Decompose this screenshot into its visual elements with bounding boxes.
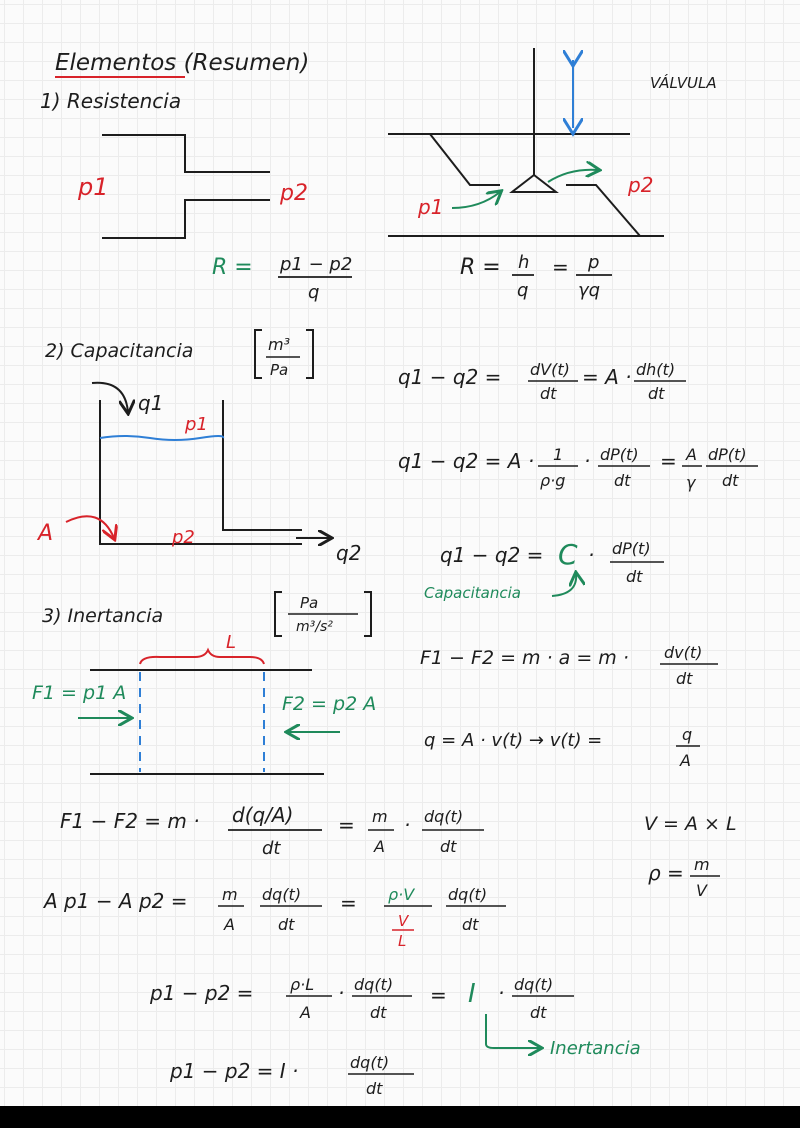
inert-eq1-lhs: F1 − F2 = m · a = m · <box>420 647 629 669</box>
cap-eq3-lhs: q1 − q2 = <box>440 543 544 567</box>
tank-area-arrow <box>66 516 114 538</box>
tank-p2-label: p2 <box>172 527 195 548</box>
cap-eq1-den1: dt <box>540 384 557 403</box>
deriv3-lhs: p1 − p2 = <box>150 981 254 1005</box>
volume-relation: V = A × L <box>644 813 737 835</box>
deriv2-den1: A <box>224 915 235 934</box>
deriv1-eq: = <box>338 813 355 837</box>
cap-eq3-dot: · <box>588 543 595 567</box>
cap-eq2-dot: · <box>584 449 591 473</box>
resistance-formula-lhs: R = <box>212 255 253 280</box>
tank-area-label: A <box>38 521 54 546</box>
capacitance-eq2 <box>398 445 758 492</box>
density-num: m <box>694 855 710 874</box>
valve-frac2-den: γq <box>578 280 601 301</box>
capacitance-eq1 <box>398 360 686 403</box>
inertance-units <box>275 592 371 636</box>
page-title: Elementos (Resumen) <box>55 50 310 76</box>
valve-formula-lhs: R = <box>460 255 501 280</box>
inertance-units-den: m³/s² <box>296 619 333 635</box>
inertance-eq1 <box>420 643 718 688</box>
capacitance-units-num: m³ <box>268 335 290 354</box>
deriv2-num3: ρ·V <box>388 885 415 904</box>
resistance-formula-num: p1 − p2 <box>280 254 353 275</box>
cap-eq2-den4: dt <box>722 471 739 490</box>
deriv2-den3-top: V <box>398 912 409 930</box>
deriv2-num4: dq(t) <box>448 885 488 904</box>
deriv3-num3: dq(t) <box>514 975 554 994</box>
valve-eq: = <box>552 255 569 279</box>
valve-frac1-num: h <box>518 252 530 273</box>
cap-eq1-lhs: q1 − q2 = <box>398 365 502 389</box>
deriv1-num3: dq(t) <box>424 807 464 826</box>
cap-eq1-num2: dh(t) <box>636 360 676 379</box>
valve-formula <box>460 252 612 301</box>
density-den: V <box>696 881 707 900</box>
deriv3-I: I <box>468 979 476 1009</box>
section2-heading: 2) Capacitancia <box>45 340 194 362</box>
deriv1-lhs: F1 − F2 = m · <box>60 809 200 833</box>
cap-eq3-den: dt <box>626 567 643 586</box>
cap-eq2-num1: 1 <box>553 445 564 464</box>
cap-eq1-num1: dV(t) <box>530 360 570 379</box>
section1-heading: 1) Resistencia <box>40 89 182 113</box>
deriv2-num1: m <box>222 885 238 904</box>
capacitance-units <box>255 330 313 379</box>
cap-eq2-den1: ρ·g <box>540 471 566 490</box>
tank-inflow-arrow <box>92 383 128 412</box>
pipe-F2-label: F2 = p2 A <box>282 693 377 715</box>
pipe-p2-label: p2 <box>280 181 308 206</box>
derivation-line2 <box>42 885 506 950</box>
capacitance-units-den: Pa <box>270 361 289 379</box>
valve-p1-label: p1 <box>418 195 444 219</box>
cap-eq2-den2: dt <box>614 471 631 490</box>
pipe-F1-label: F1 = p1 A <box>32 682 127 704</box>
cap-eq3-C: C <box>558 538 578 571</box>
valve-label: VÁLVULA <box>650 74 717 92</box>
inert-eq1-den: dt <box>676 669 693 688</box>
derivation-line1 <box>60 803 484 859</box>
cap-eq2-num3: A <box>686 445 697 464</box>
deriv2-eq: = <box>340 891 357 915</box>
resistance-formula-den: q <box>308 282 320 303</box>
deriv1-den: dt <box>262 838 281 859</box>
deriv1-dot: · <box>404 813 411 837</box>
deriv1-num: d(q/A) <box>232 803 294 827</box>
deriv1-den3: dt <box>440 837 457 856</box>
deriv3-den1: A <box>300 1003 311 1022</box>
section3-heading: 3) Inertancia <box>42 605 164 627</box>
cap-eq3-num: dP(t) <box>612 539 651 558</box>
deriv2-den2: dt <box>278 915 295 934</box>
deriv1-den2: A <box>374 837 385 856</box>
derivation-line3 <box>149 975 641 1059</box>
pipe-p1-label: p1 <box>78 173 109 201</box>
tank-q1-label: q1 <box>138 391 164 415</box>
cap-eq1-den2: dt <box>648 384 665 403</box>
density-lhs: ρ = <box>648 861 684 885</box>
deriv4-lhs: p1 − p2 = I · <box>170 1059 299 1083</box>
valve-inlet-arrow <box>452 192 500 208</box>
deriv4-num: dq(t) <box>350 1053 390 1072</box>
deriv2-lhs: A p1 − A p2 = <box>44 889 188 913</box>
deriv1-num2: m <box>372 807 388 826</box>
cap-eq2-num4: dP(t) <box>708 445 747 464</box>
deriv3-note: Inertancia <box>550 1038 641 1059</box>
inert-eq2-den: A <box>680 751 691 770</box>
cap-eq2-eq: = <box>660 449 677 473</box>
density-relation <box>648 855 720 900</box>
deriv3-den3: dt <box>530 1003 547 1022</box>
valve-frac2-num: p <box>588 252 600 273</box>
deriv4-den: dt <box>366 1079 383 1098</box>
valve-outlet-arrow <box>548 170 598 182</box>
valve-frac1-den: q <box>517 280 529 301</box>
cap-eq2-num2: dP(t) <box>600 445 639 464</box>
tank-p1-label: p1 <box>185 414 208 435</box>
deriv2-num2: dq(t) <box>262 885 302 904</box>
deriv2-den4: dt <box>462 915 479 934</box>
deriv3-dot: · <box>338 981 345 1005</box>
deriv3-den2: dt <box>370 1003 387 1022</box>
deriv3-dot2: · <box>498 981 505 1005</box>
inert-eq2-lhs: q = A · v(t) → v(t) = <box>424 730 603 751</box>
capacitance-eq3 <box>424 538 664 602</box>
inert-eq2-num: q <box>682 725 693 744</box>
resistance-pipe-diagram <box>102 135 270 238</box>
deriv2-den3-bot: L <box>398 932 407 950</box>
resistance-formula <box>212 254 352 303</box>
inert-eq1-num: dv(t) <box>664 643 703 662</box>
bottom-bar <box>0 1106 800 1128</box>
deriv3-num2: dq(t) <box>354 975 394 994</box>
deriv3-num1: ρ·L <box>290 975 315 994</box>
cap-eq2-den3: γ <box>686 473 696 492</box>
cap-eq3-note: Capacitancia <box>424 584 521 602</box>
derivation-line4 <box>169 1053 414 1098</box>
cap-eq2-lhs: q1 − q2 = A · <box>398 449 535 473</box>
valve-p2-label: p2 <box>628 173 654 197</box>
cap-eq3-note-arrow <box>552 574 576 596</box>
deriv3-eq: = <box>430 983 447 1007</box>
pipe-length-label: L <box>226 632 237 653</box>
inertance-units-num: Pa <box>300 594 319 612</box>
cap-eq1-mid: = A · <box>582 365 632 389</box>
inertance-eq2 <box>424 725 700 770</box>
tank-q2-label: q2 <box>336 541 362 565</box>
